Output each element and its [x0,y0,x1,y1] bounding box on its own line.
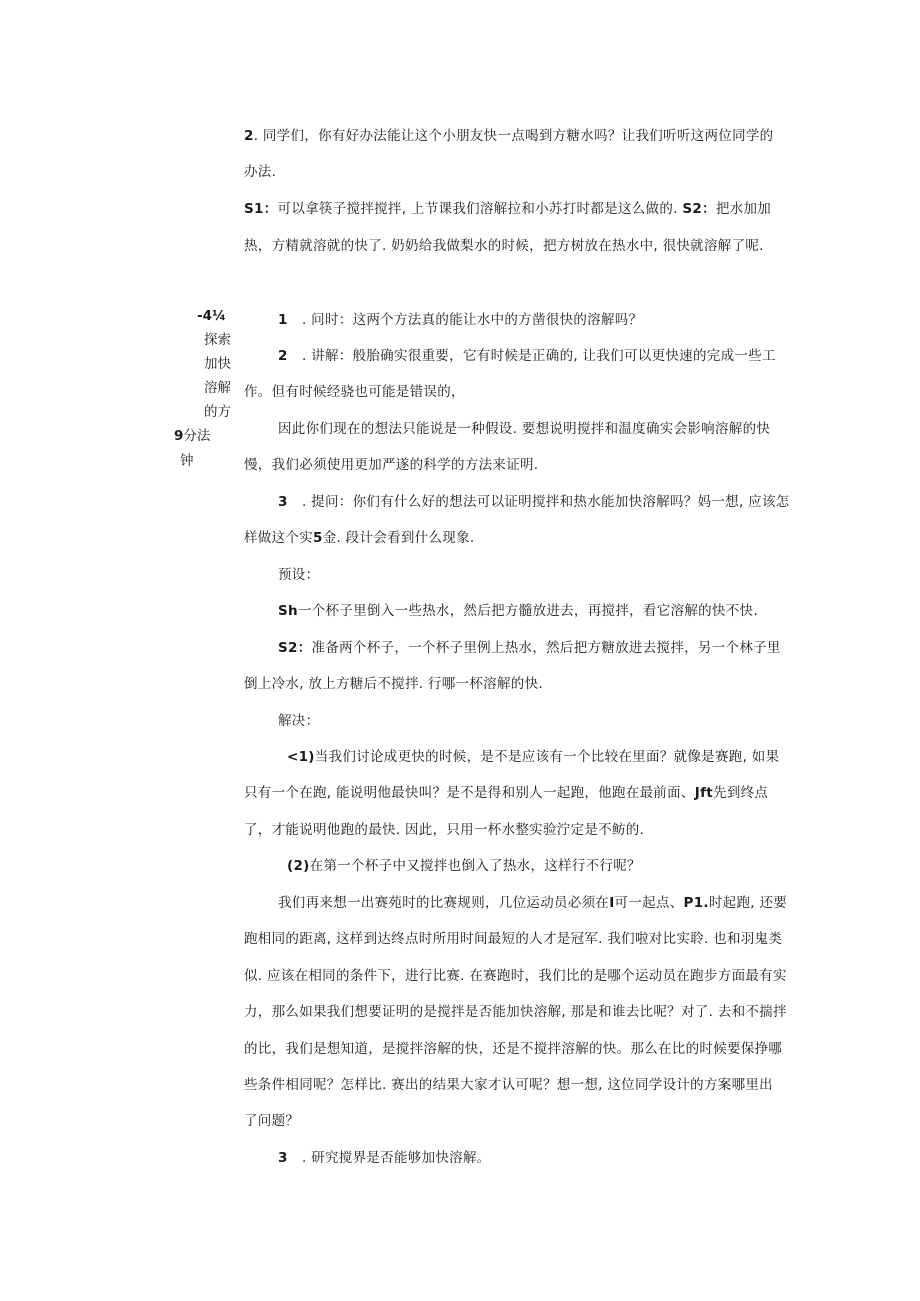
item-4 [278,1148,491,1168]
item-3-line-2 [244,528,474,548]
sidebar-label-5: 分法 [183,428,211,444]
item-2-line-2: 作。但有时候经骁也可能是错误的， [244,384,465,400]
item-1-number: 1 [278,312,288,328]
reason-1-line-3: 了，才能说明他跑的最快. 因此，只用一杯水整实验泞定是不鲂的. [244,822,645,838]
reason-2 [287,856,641,876]
item-3-line-2-b: 5 [313,530,323,546]
item-2-text: . 讲解：般胎确实很重要，它有时候是正确的, 让我们可以更快速的完成一些工 [302,348,776,364]
item-2-number: 2 [278,348,288,364]
para-b-line-4: 力，那么如果我们想要证明的是搅拌是否能加快溶解, 那是和谁去比呢？对了. 去和不揣拌 [244,1004,787,1020]
sh-text: 一个杯子里倒入一些热水，然后把方髓放进去，再搅拌，看它溶解的快不快. [297,603,758,619]
sidebar-code: -4¼ [197,308,226,324]
item-3-line-2-c: 金. 段计会看到什么现象. [322,530,475,546]
s1-text: 可以拿筷子搅拌搅拌, 上节课我们溶解拉和小苏打时都是这么做的. [277,201,678,217]
reason-2-label: (2) [287,858,310,874]
reason-1-label: <1) [287,749,315,765]
sidebar-label-4: 的方 [204,404,231,420]
para-b-line-1-e: 时起跑, 还要 [708,895,788,911]
sidebar-label-1: 探索 [204,332,231,348]
sh-label: Sh [278,603,298,619]
para-b-line-1 [278,893,787,913]
intro-item-number: 2 [244,128,254,144]
para-b-line-1-b: I [609,895,615,911]
reason-1-line-2-a: 只有一个在跑, 能说明他最快叫？是不是得和别人一起跑，他跑在最前面、 [244,785,695,801]
item-2 [278,346,776,366]
reason-1-line-2 [244,783,768,803]
item-1 [278,310,642,330]
item-3-line-2-a: 样做这个实 [244,530,313,546]
reason-1-line-2-b: Jft [694,785,714,801]
para-a-line-2: 慢，我们必须使用更加严遂的科学的方法来证明. [244,457,539,473]
intro-paragraph-line-2: 办法. [244,164,277,180]
intro-item-text: . 同学们，你有好办法能让这个小朋友快一点喝到方糖水吗？让我们听听这两位同学的 [253,128,774,144]
item-4-text: . 研究搅界是否能够加快溶解。 [302,1150,491,1166]
item-3-number: 3 [278,494,288,510]
para-b-line-5: 的比，我们是想知道，是搅拌溶解的快，还是不搅拌溶解的快。那么在比的时候要保挣哪 [244,1041,783,1057]
preset-s2-label: S2： [278,640,312,656]
para-b-line-7: 了问题？ [244,1113,300,1129]
item-4-number: 3 [278,1150,288,1166]
sidebar-label-2: 加快 [204,356,231,372]
sidebar-time: 9 [174,428,184,444]
para-b-line-1-c: 可一起点、 [614,895,684,911]
reason-1-text: 当我们讨论成更快的时候，是不是应该有一个比较在里面？就像是赛跑, 如果 [314,749,780,765]
sidebar-label-6: 钟 [180,453,194,469]
sidebar-label-3: 溶解 [204,380,231,396]
item-3 [278,492,790,512]
s2-label: S2： [682,201,716,217]
preset-sh [278,601,758,621]
item-3-text: . 提问：你们有什么好的想法可以证明搅拌和热水能加快溶解吗？妈一想, 应该怎 [302,494,790,510]
para-b-line-6: 些条件相同呢？怎样比. 赛出的结果大家才认可呢？想一想, 这位同学设计的方案哪里出 [244,1077,773,1093]
preset-s2-line-2: 倒上冷水, 放上方糖后不搅拌. 行哪一杯溶解的快. [244,676,543,692]
solve-label: 解决： [278,713,320,729]
para-b-line-1-a: 我们再来想一出赛苑时的比赛规则，几位运动员必须在 [278,895,610,911]
reason-1-line-2-c: 先到终点 [713,785,769,801]
intro-paragraph-line-1 [244,126,773,146]
reason-2-text: 在第一个杯子中又搅拌也倒入了热水，这样行不行呢？ [309,858,641,874]
intro-s2-line-2: 热，方精就溶就的快了. 奶奶给我做梨水的时候，把方树放在热水中, 很快就溶解了呢. [244,238,764,254]
preset-s2-text: 准备两个杯子，一个杯子里例上热水，然后把方糖放进去搅拌，另一个林子里 [311,640,781,656]
s1-label: S1： [244,201,278,217]
para-a-line-1: 因此你们现在的想法只能说是一种假设. 要想说明搅拌和温度确实会影响溶解的快 [278,421,771,437]
reason-1 [287,747,779,767]
s2-text: 把水加加 [715,201,772,217]
item-1-text: . 问时：这两个方法真的能让水中的方凿很快的溶解吗？ [302,312,643,328]
para-b-line-1-d: P1. [683,895,709,911]
intro-s1-line [244,199,771,219]
para-b-line-2: 跑相同的距离, 这样到达终点时所用时间最短的人才是冠军. 我们啦对比实聆. 也和羽鬼类 [244,931,783,947]
preset-s2 [278,638,781,658]
para-b-line-3: 似. 应该在相同的条件下，进行比赛. 在赛跑时，我们比的是哪个运动员在跑步方面最有实 [244,968,787,984]
preset-label: 预设： [278,567,320,583]
sidebar-time-line [174,426,210,446]
